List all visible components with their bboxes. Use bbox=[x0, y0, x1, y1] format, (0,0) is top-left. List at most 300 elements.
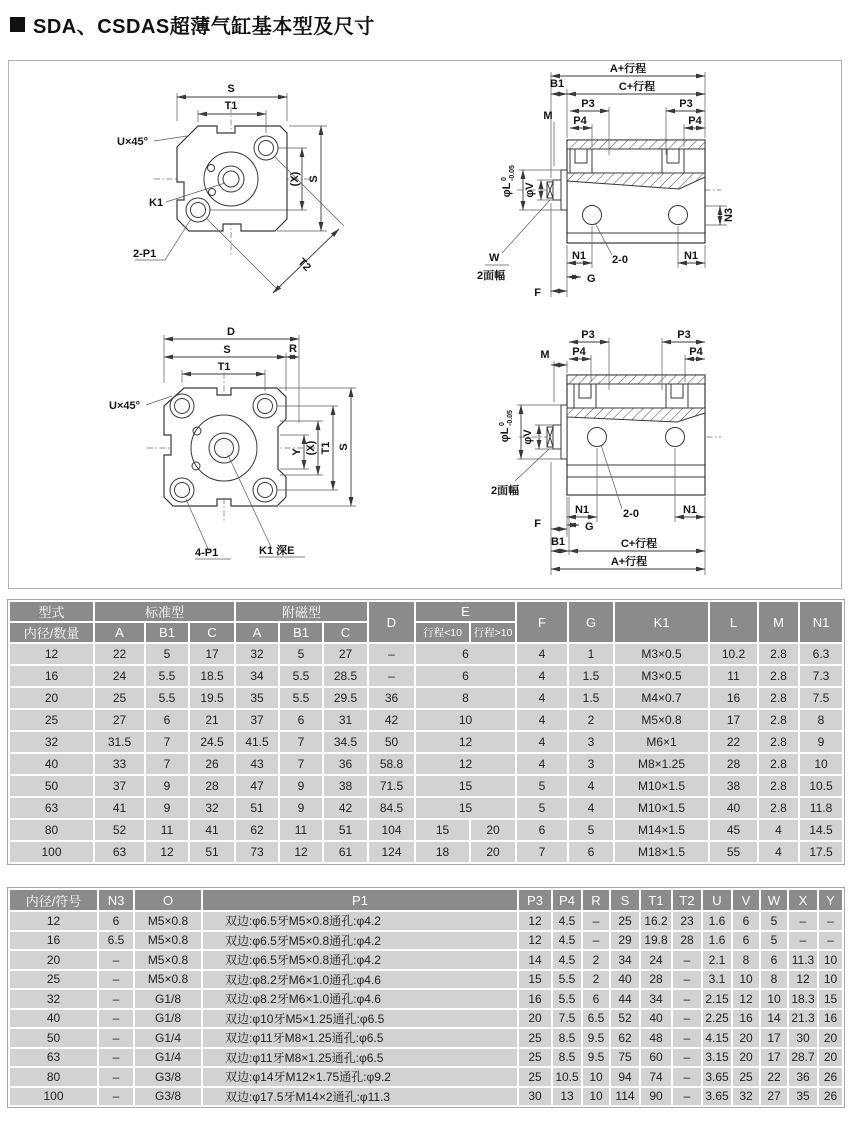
table-cell: 63 bbox=[9, 797, 94, 819]
table-cell: 5.5 bbox=[552, 989, 582, 1009]
table-cell: M5×0.8 bbox=[614, 709, 709, 731]
table-cell: 18.3 bbox=[788, 989, 818, 1009]
table-cell: 22 bbox=[709, 731, 758, 753]
table-cell: 3.65 bbox=[702, 1067, 732, 1087]
table-cell: 26 bbox=[189, 753, 235, 775]
table-cell: 30 bbox=[788, 1028, 818, 1048]
table-cell: 25 bbox=[9, 709, 94, 731]
table-cell: 32 bbox=[9, 989, 98, 1009]
table-cell: 32 bbox=[189, 797, 235, 819]
table-cell: 4.5 bbox=[552, 950, 582, 970]
table-cell: 20 bbox=[470, 819, 516, 841]
table-cell: 12 bbox=[518, 911, 552, 931]
table-cell: 17 bbox=[709, 709, 758, 731]
table-cell: 27 bbox=[323, 643, 368, 665]
dim-label-p3: P3 bbox=[581, 98, 595, 110]
table-cell: 40 bbox=[9, 753, 94, 775]
table-row bbox=[9, 731, 843, 753]
table-cell: 12 bbox=[9, 911, 98, 931]
table-row bbox=[9, 841, 843, 863]
table-cell: 2.15 bbox=[702, 989, 732, 1009]
cylinder-body bbox=[547, 140, 705, 243]
table-cell: 28 bbox=[640, 970, 672, 990]
table-cell: 28 bbox=[189, 775, 235, 797]
table-row bbox=[9, 775, 843, 797]
table-cell: 8.5 bbox=[552, 1028, 582, 1048]
dim-label-n1: N1 bbox=[683, 250, 699, 262]
table-cell: 29.5 bbox=[323, 687, 368, 709]
table-cell: 10.5 bbox=[799, 775, 843, 797]
table-cell: 26 bbox=[818, 1087, 843, 1107]
table-cell: 2.8 bbox=[758, 665, 799, 687]
dim-label-phi-l: φL bbox=[501, 182, 513, 198]
table-cell: 10 bbox=[732, 970, 760, 990]
table-cell: 5 bbox=[516, 775, 568, 797]
column-header-n3: N3 bbox=[98, 889, 134, 911]
dim-label-c-stroke: C+行程 bbox=[618, 81, 656, 93]
table-cell: 114 bbox=[610, 1087, 640, 1107]
table-cell: 25 bbox=[732, 1067, 760, 1087]
column-header-g: G bbox=[568, 601, 614, 643]
table-cell: 19.8 bbox=[640, 931, 672, 951]
table-cell: 40 bbox=[610, 970, 640, 990]
table-cell: 36 bbox=[368, 687, 415, 709]
table-cell: 双边:φ11牙M8×1.25通孔:φ6.5 bbox=[202, 1048, 518, 1068]
table-cell: 双边:φ6.5牙M5×0.8通孔:φ4.2 bbox=[202, 950, 518, 970]
table-cell: 62 bbox=[235, 819, 279, 841]
table-cell: M4×0.7 bbox=[614, 687, 709, 709]
table-cell: 84.5 bbox=[368, 797, 415, 819]
table-cell: 23 bbox=[672, 911, 702, 931]
table-cell: 10 bbox=[818, 950, 843, 970]
page-title-text: SDA、CSDAS超薄气缸基本型及尺寸 bbox=[33, 16, 375, 38]
table-cell: 71.5 bbox=[368, 775, 415, 797]
table-cell: 25 bbox=[9, 970, 98, 990]
table-cell: 8 bbox=[760, 970, 788, 990]
table-cell: 双边:φ14牙M12×1.75通孔:φ9.2 bbox=[202, 1067, 518, 1087]
column-header-p4: P4 bbox=[552, 889, 582, 911]
table-cell: 2.25 bbox=[702, 1009, 732, 1029]
tolerance-lower: -0.05 bbox=[507, 410, 514, 426]
table-cell: 55 bbox=[709, 841, 758, 863]
column-header-l: L bbox=[709, 601, 758, 643]
column-header-c: C bbox=[189, 622, 235, 643]
table-cell: 12 bbox=[279, 841, 323, 863]
table-cell: M10×1.5 bbox=[614, 775, 709, 797]
table-cell: 5.5 bbox=[145, 687, 189, 709]
table-cell: 34 bbox=[610, 950, 640, 970]
table-cell: 6 bbox=[732, 931, 760, 951]
table-cell: 40 bbox=[709, 797, 758, 819]
table-cell: 17 bbox=[189, 643, 235, 665]
table-cell: – bbox=[672, 1048, 702, 1068]
table-cell: 6 bbox=[98, 911, 134, 931]
table-cell: 4 bbox=[516, 687, 568, 709]
table-cell: 32 bbox=[732, 1087, 760, 1107]
table-cell: 7 bbox=[516, 841, 568, 863]
table-cell: 25 bbox=[518, 1067, 552, 1087]
table-cell: 1 bbox=[568, 643, 614, 665]
table-cell: 6 bbox=[415, 643, 516, 665]
diagram-section-view-basic bbox=[457, 63, 841, 315]
table-cell: – bbox=[788, 911, 818, 931]
table-cell: 25 bbox=[518, 1028, 552, 1048]
table-cell: 5.5 bbox=[145, 665, 189, 687]
table-cell: – bbox=[98, 1087, 134, 1107]
table-cell: 10.2 bbox=[709, 643, 758, 665]
table-cell: 7 bbox=[145, 731, 189, 753]
table-cell: – bbox=[672, 1009, 702, 1029]
table-cell: 2.1 bbox=[702, 950, 732, 970]
dim-label-s: S bbox=[223, 344, 231, 356]
table-cell: 16.2 bbox=[640, 911, 672, 931]
dim-label-x: (X) bbox=[289, 171, 301, 187]
table-cell: 27 bbox=[94, 709, 145, 731]
column-header-b1: B1 bbox=[279, 622, 323, 643]
table-cell: 4.15 bbox=[702, 1028, 732, 1048]
dimensions-left bbox=[491, 405, 561, 497]
dim-label-s-right: S bbox=[308, 175, 320, 183]
table-cell: 41.5 bbox=[235, 731, 279, 753]
dim-label-x: (X) bbox=[305, 440, 317, 456]
table-cell: 6 bbox=[145, 709, 189, 731]
table-cell: 20 bbox=[9, 950, 98, 970]
table-cell: G1/4 bbox=[134, 1048, 202, 1068]
table-row bbox=[9, 1048, 843, 1068]
dim-label-g: G bbox=[587, 273, 596, 285]
column-header-n1: N1 bbox=[799, 601, 843, 643]
dim-label-n1: N1 bbox=[682, 504, 698, 516]
table-row bbox=[9, 950, 843, 970]
dim-label-phi-l: φL bbox=[499, 427, 511, 443]
table-cell: M5×0.8 bbox=[134, 950, 202, 970]
table-cell: 17.5 bbox=[799, 841, 843, 863]
table-cell: M6×1 bbox=[614, 731, 709, 753]
table-cell: 25 bbox=[610, 911, 640, 931]
table-cell: 58.8 bbox=[368, 753, 415, 775]
table-cell: 11.8 bbox=[799, 797, 843, 819]
dimensions-table-main bbox=[8, 600, 844, 864]
table-cell: 10 bbox=[818, 970, 843, 990]
table-cell: 6 bbox=[279, 709, 323, 731]
drawing-panel bbox=[8, 60, 842, 589]
label-u45: U×45° bbox=[109, 400, 141, 412]
table-cell: G3/8 bbox=[134, 1067, 202, 1087]
table-cell: 7.5 bbox=[799, 687, 843, 709]
column-header-p1: P1 bbox=[202, 889, 518, 911]
dim-label-a-stroke: A+行程 bbox=[609, 63, 647, 75]
column-header-t2: T2 bbox=[672, 889, 702, 911]
dim-label-n1: N1 bbox=[571, 250, 587, 262]
table-cell: 10 bbox=[760, 989, 788, 1009]
table-cell: 31 bbox=[323, 709, 368, 731]
table-cell: 10 bbox=[582, 1067, 610, 1087]
table-cell: 62 bbox=[610, 1028, 640, 1048]
table-cell: 44 bbox=[610, 989, 640, 1009]
table-cell: G1/8 bbox=[134, 1009, 202, 1029]
table-cell: 34.5 bbox=[323, 731, 368, 753]
table-cell: 24 bbox=[94, 665, 145, 687]
table-cell: 51 bbox=[189, 841, 235, 863]
table-row bbox=[9, 797, 843, 819]
table-cell: 61 bbox=[323, 841, 368, 863]
table-cell: 4 bbox=[516, 753, 568, 775]
dim-label-p3: P3 bbox=[581, 329, 595, 341]
table-cell: 14 bbox=[760, 1009, 788, 1029]
label-2-p1: 2-P1 bbox=[133, 248, 157, 260]
label-4-p1: 4-P1 bbox=[195, 547, 219, 559]
dim-label-t2: T2 bbox=[295, 256, 313, 274]
table-cell: 16 bbox=[709, 687, 758, 709]
table-cell: 5.5 bbox=[279, 687, 323, 709]
table-cell: 24.5 bbox=[189, 731, 235, 753]
table-cell: 10 bbox=[799, 753, 843, 775]
table-cell: 36 bbox=[323, 753, 368, 775]
table-cell: – bbox=[672, 1087, 702, 1107]
table-row bbox=[9, 709, 843, 731]
column-header-stroke-gt10: 行程>10 bbox=[470, 622, 516, 643]
table-cell: 双边:φ10牙M5×1.25通孔:φ6.5 bbox=[202, 1009, 518, 1029]
table-cell: – bbox=[582, 931, 610, 951]
table-cell: 6 bbox=[760, 950, 788, 970]
table-cell: 2.8 bbox=[758, 731, 799, 753]
table-cell: 2.8 bbox=[758, 775, 799, 797]
table-cell: 3.15 bbox=[702, 1048, 732, 1068]
table-cell: 6.5 bbox=[582, 1009, 610, 1029]
table-cell: 6 bbox=[568, 841, 614, 863]
table-cell: 13 bbox=[552, 1087, 582, 1107]
table-cell: 2 bbox=[568, 709, 614, 731]
table-cell: 9 bbox=[145, 775, 189, 797]
table-cell: 42 bbox=[368, 709, 415, 731]
table-cell: G1/8 bbox=[134, 989, 202, 1009]
table-cell: – bbox=[672, 950, 702, 970]
table-cell: 124 bbox=[368, 841, 415, 863]
table-cell: M5×0.8 bbox=[134, 931, 202, 951]
table-cell: 9.5 bbox=[582, 1048, 610, 1068]
table-cell: 40 bbox=[9, 1009, 98, 1029]
dim-label-d: D bbox=[227, 326, 235, 338]
dim-label-p4: P4 bbox=[573, 115, 587, 127]
table-cell: 40 bbox=[640, 1009, 672, 1029]
diagram-section-view-four-holes bbox=[457, 317, 841, 583]
table-cell: 34 bbox=[235, 665, 279, 687]
table-cell: 18 bbox=[415, 841, 470, 863]
table-cell: 60 bbox=[640, 1048, 672, 1068]
table-cell: 2 bbox=[582, 950, 610, 970]
table-cell: 51 bbox=[235, 797, 279, 819]
table-cell: M18×1.5 bbox=[614, 841, 709, 863]
table-row bbox=[9, 819, 843, 841]
table-row bbox=[9, 989, 843, 1009]
table-cell: 104 bbox=[368, 819, 415, 841]
table-cell: 29 bbox=[610, 931, 640, 951]
table-cell: 22 bbox=[760, 1067, 788, 1087]
table-cell: 5 bbox=[568, 819, 614, 841]
table-cell: – bbox=[788, 931, 818, 951]
dim-label-p3: P3 bbox=[679, 98, 693, 110]
dim-label-t1: T1 bbox=[224, 100, 238, 112]
table-cell: 41 bbox=[189, 819, 235, 841]
table-cell: 38 bbox=[323, 775, 368, 797]
dim-label-c-stroke: C+行程 bbox=[620, 538, 658, 550]
table-cell: 52 bbox=[94, 819, 145, 841]
table-cell: 27 bbox=[760, 1087, 788, 1107]
table-cell: 43 bbox=[235, 753, 279, 775]
table-cell: 73 bbox=[235, 841, 279, 863]
column-header-f: F bbox=[516, 601, 568, 643]
table-cell: 50 bbox=[9, 1028, 98, 1048]
table-cell: 7 bbox=[279, 731, 323, 753]
table-cell: – bbox=[672, 970, 702, 990]
table-cell: 2.8 bbox=[758, 709, 799, 731]
table-cell: 12 bbox=[415, 731, 516, 753]
table-cell: 24 bbox=[640, 950, 672, 970]
table-cell: 25 bbox=[94, 687, 145, 709]
table-cell: 双边:φ11牙M8×1.25通孔:φ6.5 bbox=[202, 1028, 518, 1048]
table-cell: 5 bbox=[145, 643, 189, 665]
table-cell: 32 bbox=[235, 643, 279, 665]
diagram-front-view-four-holes bbox=[59, 323, 389, 578]
table-cell: 28.5 bbox=[323, 665, 368, 687]
table-cell: 7 bbox=[279, 753, 323, 775]
table-cell: 6 bbox=[516, 819, 568, 841]
table-cell: 28.7 bbox=[788, 1048, 818, 1068]
table-cell: G3/8 bbox=[134, 1087, 202, 1107]
column-header-v: V bbox=[732, 889, 760, 911]
dim-label-s-right: S bbox=[338, 443, 350, 451]
table-cell: 11 bbox=[145, 819, 189, 841]
table-cell: 4 bbox=[516, 731, 568, 753]
table-cell: M5×0.8 bbox=[134, 911, 202, 931]
table-cell: 双边:φ6.5牙M5×0.8通孔:φ4.2 bbox=[202, 931, 518, 951]
table-cell: 17 bbox=[760, 1028, 788, 1048]
dimensions-table-ports bbox=[8, 888, 844, 1107]
tolerance-upper: 0 bbox=[499, 422, 506, 426]
column-header-o: O bbox=[134, 889, 202, 911]
column-header-r: R bbox=[582, 889, 610, 911]
dim-label-t1: T1 bbox=[217, 361, 231, 373]
table-cell: 9 bbox=[279, 797, 323, 819]
table-cell: – bbox=[672, 989, 702, 1009]
table-cell: 10 bbox=[582, 1087, 610, 1107]
dim-label-b1: B1 bbox=[550, 536, 566, 548]
table-cell: 9 bbox=[279, 775, 323, 797]
dim-label-p4: P4 bbox=[572, 346, 586, 358]
column-header-b1: B1 bbox=[145, 622, 189, 643]
dim-label-g: G bbox=[585, 521, 594, 533]
table-cell: 90 bbox=[640, 1087, 672, 1107]
table-cell: 3.65 bbox=[702, 1087, 732, 1107]
table-cell: 20 bbox=[732, 1048, 760, 1068]
table-cell: 15 bbox=[518, 970, 552, 990]
column-header-standard: 标准型 bbox=[94, 601, 235, 622]
dim-label-r: R bbox=[289, 343, 297, 355]
table-cell: 4.5 bbox=[552, 931, 582, 951]
column-header-bore-symbol: 内径/符号 bbox=[9, 889, 98, 911]
table-cell: 16 bbox=[818, 1009, 843, 1029]
label-flats: 2面幅 bbox=[477, 270, 506, 282]
table-cell: 22 bbox=[94, 643, 145, 665]
table-cell: 32 bbox=[9, 731, 94, 753]
table-cell: 41 bbox=[94, 797, 145, 819]
table-cell: 20 bbox=[818, 1048, 843, 1068]
table-cell: M3×0.5 bbox=[614, 643, 709, 665]
tolerance-upper: 0 bbox=[501, 177, 508, 181]
table-cell: 50 bbox=[368, 731, 415, 753]
table-row bbox=[9, 1028, 843, 1048]
table-cell: 16 bbox=[518, 989, 552, 1009]
column-header-a: A bbox=[94, 622, 145, 643]
table-cell: 5 bbox=[760, 911, 788, 931]
table-cell: – bbox=[818, 911, 843, 931]
table-cell: 15 bbox=[415, 775, 516, 797]
table-cell: – bbox=[818, 931, 843, 951]
table-cell: 12 bbox=[415, 753, 516, 775]
table-cell: 7.5 bbox=[552, 1009, 582, 1029]
table-cell: 8 bbox=[732, 950, 760, 970]
table-cell: 16 bbox=[732, 1009, 760, 1029]
table-cell: 12 bbox=[732, 989, 760, 1009]
table-cell: 21.3 bbox=[788, 1009, 818, 1029]
table-cell: 30 bbox=[518, 1087, 552, 1107]
plate-outline bbox=[177, 126, 287, 231]
table-cell: – bbox=[98, 1028, 134, 1048]
table-cell: 7 bbox=[145, 753, 189, 775]
column-header-p3: P3 bbox=[518, 889, 552, 911]
table-cell: 15 bbox=[415, 797, 516, 819]
table-cell: 10.5 bbox=[552, 1067, 582, 1087]
table-cell: 51 bbox=[323, 819, 368, 841]
dim-label-p4: P4 bbox=[688, 115, 702, 127]
table-cell: 3 bbox=[568, 731, 614, 753]
table-cell: 4 bbox=[516, 709, 568, 731]
table-cell: 4.5 bbox=[552, 911, 582, 931]
table-cell: 4 bbox=[516, 643, 568, 665]
table-row bbox=[9, 687, 843, 709]
label-w: W bbox=[489, 252, 500, 264]
table-cell: 5.5 bbox=[552, 970, 582, 990]
label-k1-depth: K1 深E bbox=[259, 545, 295, 557]
column-header-type: 型式 bbox=[9, 601, 94, 622]
table-row bbox=[9, 1009, 843, 1029]
table-cell: 38 bbox=[709, 775, 758, 797]
table-cell: 1.5 bbox=[568, 665, 614, 687]
table-cell: 6.5 bbox=[98, 931, 134, 951]
cylinder-body bbox=[547, 375, 705, 495]
table-cell: 94 bbox=[610, 1067, 640, 1087]
table-cell: 5.5 bbox=[279, 665, 323, 687]
dim-label-m: M bbox=[540, 349, 550, 361]
table-cell: 19.5 bbox=[189, 687, 235, 709]
column-header-stroke-lt10: 行程<10 bbox=[415, 622, 470, 643]
label-2-o: 2-0 bbox=[612, 254, 628, 266]
dim-label-phi-v: φV bbox=[522, 429, 534, 445]
table-cell: 15 bbox=[818, 989, 843, 1009]
table-cell: 4 bbox=[568, 797, 614, 819]
diagram-front-view-basic bbox=[59, 69, 389, 319]
table-cell: – bbox=[368, 665, 415, 687]
dim-label-n3: N3 bbox=[723, 207, 735, 223]
table-cell: 63 bbox=[9, 1048, 98, 1068]
table-cell: 21 bbox=[189, 709, 235, 731]
table-cell: 45 bbox=[709, 819, 758, 841]
table-cell: M8×1.25 bbox=[614, 753, 709, 775]
table-cell: – bbox=[672, 1028, 702, 1048]
table-cell: 17 bbox=[760, 1048, 788, 1068]
table-cell: 80 bbox=[9, 819, 94, 841]
table-cell: 26 bbox=[818, 1067, 843, 1087]
